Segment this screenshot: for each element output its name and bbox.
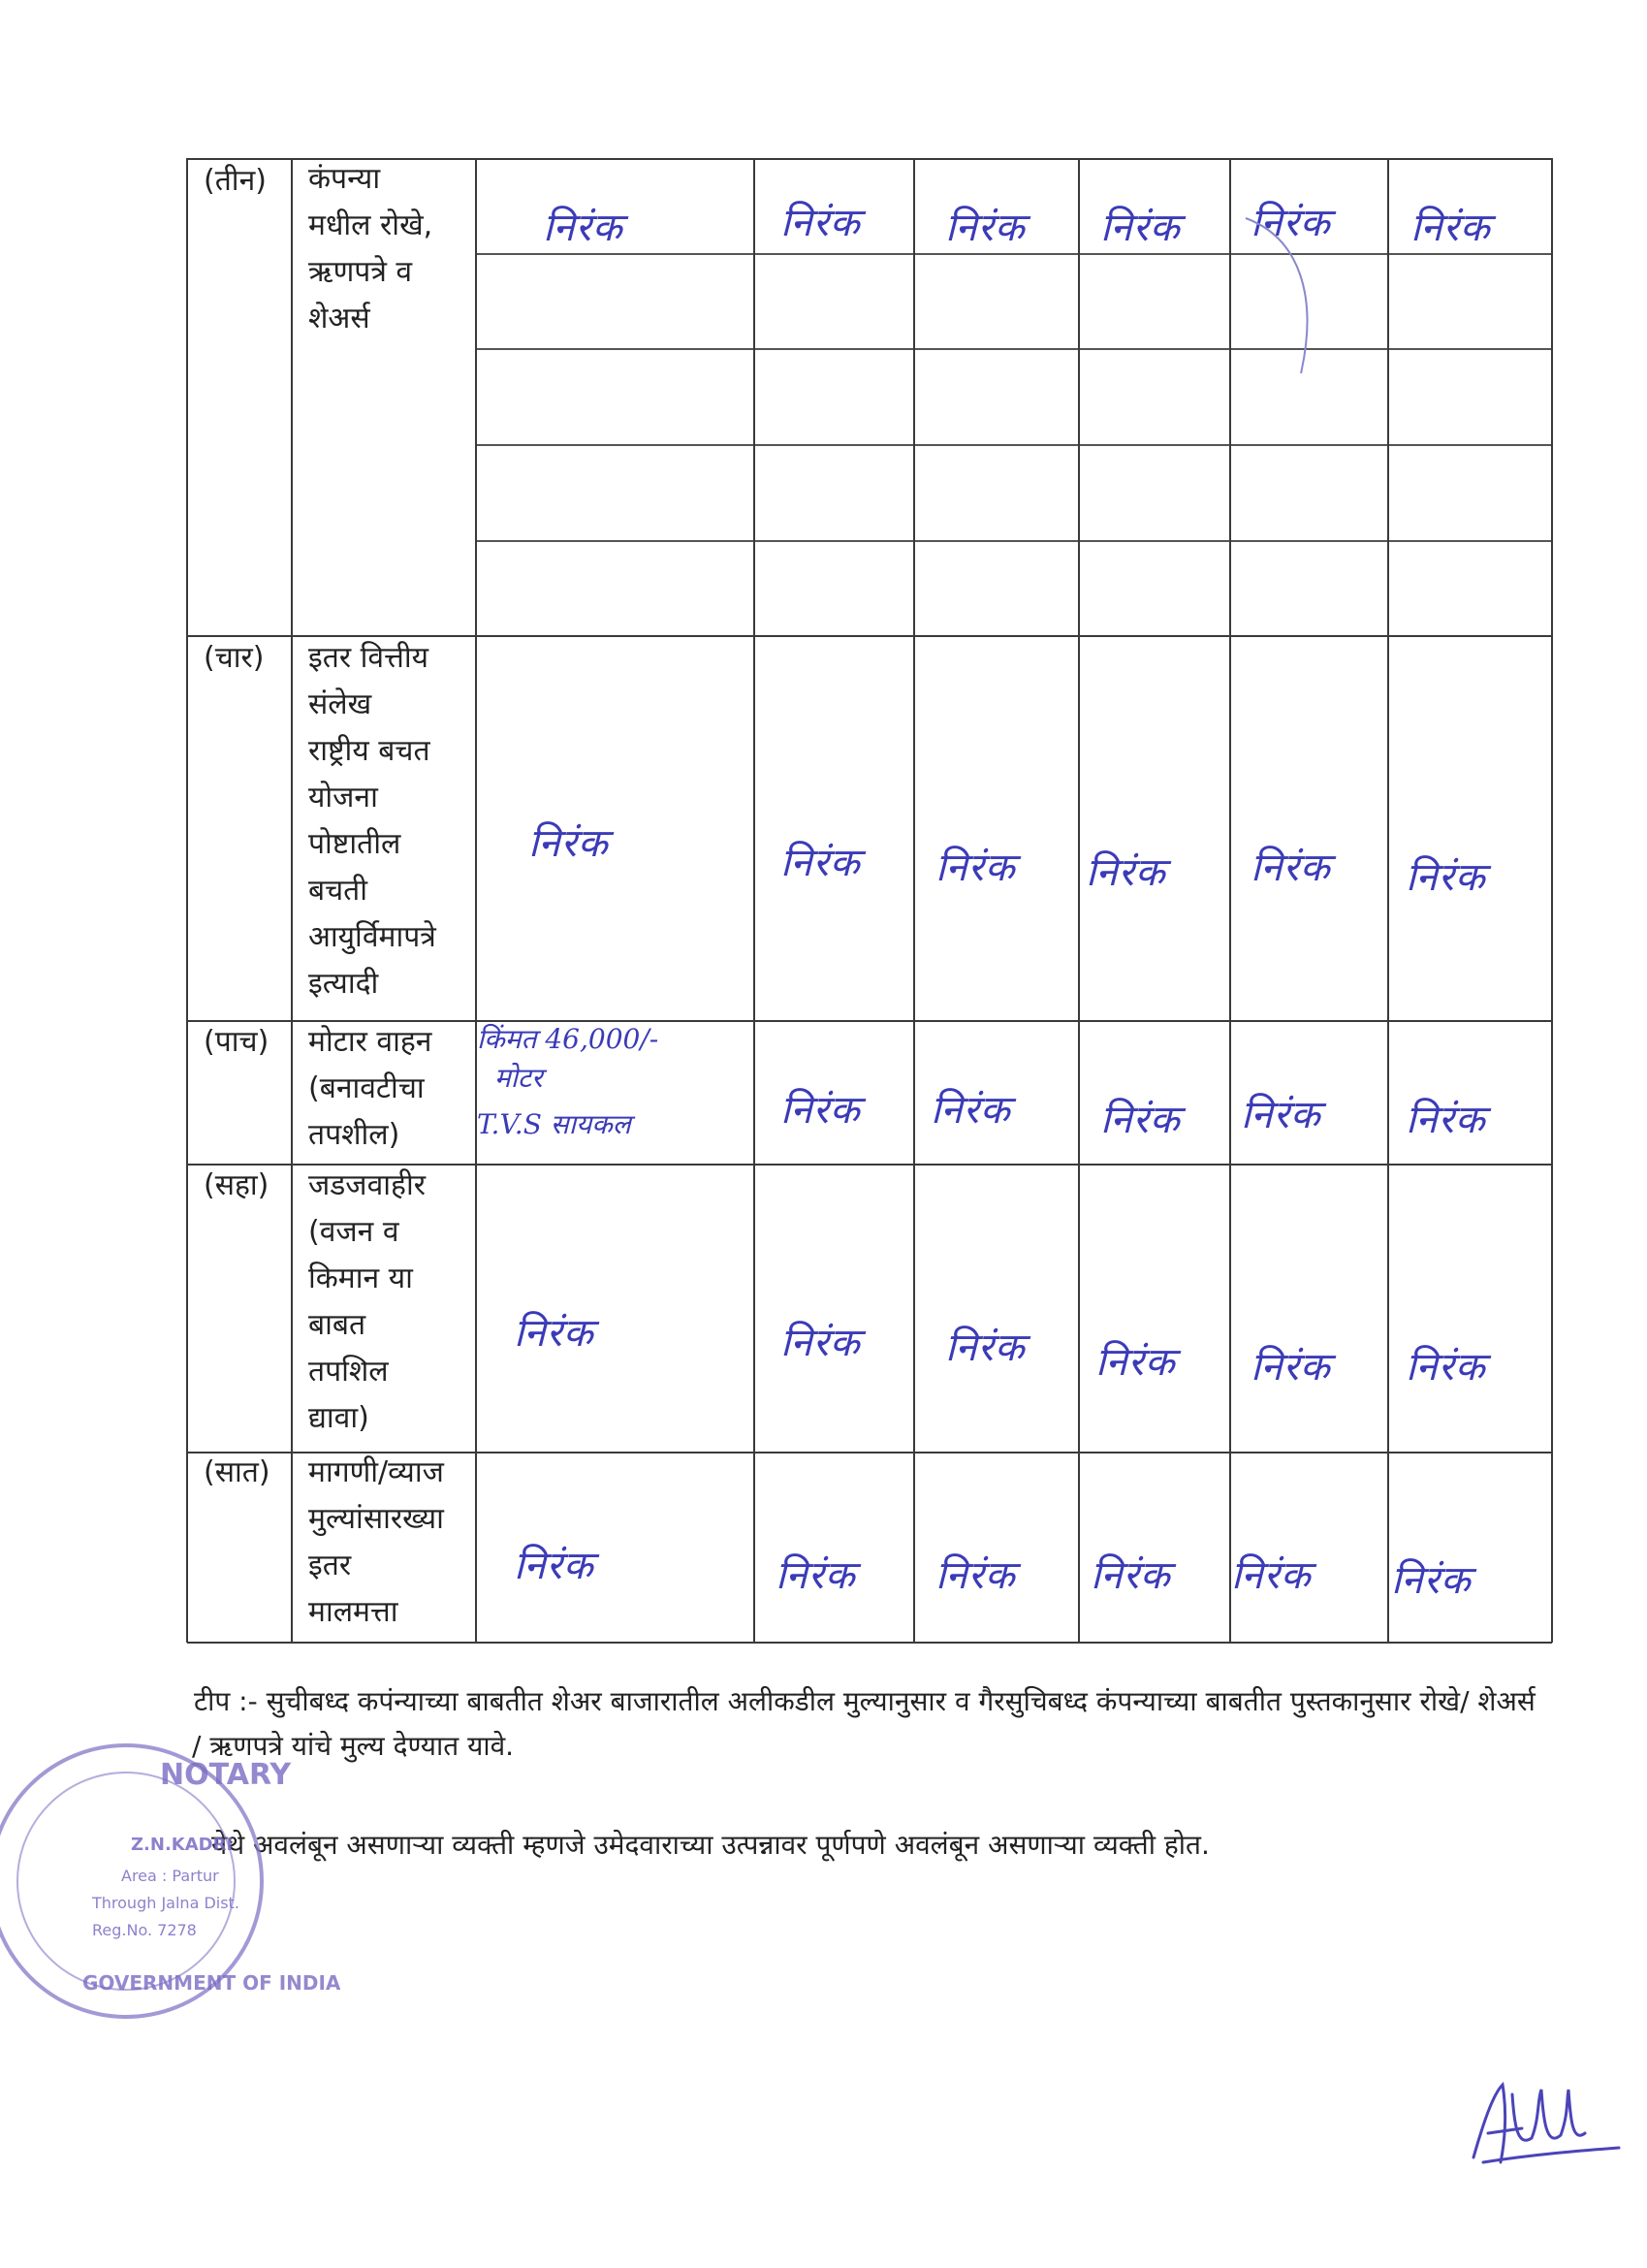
row-3-label-line: मधील रोखे, — [308, 208, 433, 242]
row-6-number: (सहा) — [204, 1168, 269, 1202]
handwritten-nil-entry: निरंक — [776, 1553, 856, 1598]
row-6-label-line: किमान या — [308, 1262, 413, 1295]
handwritten-nil-entry: निरंक — [780, 201, 861, 245]
handwritten-nil-entry: निरंक — [543, 206, 623, 250]
handwritten-nil-entry: निरंक — [1251, 846, 1331, 890]
row-7-label-line: मालमत्ता — [308, 1595, 398, 1629]
stamp-district-text: Through Jalna Dist. — [92, 1894, 239, 1912]
handwritten-nil-entry: निरंक — [514, 1544, 594, 1588]
row-6-label-line: बाबत — [308, 1308, 366, 1342]
handwritten-vehicle-model: T.V.S सायकल — [477, 1108, 631, 1140]
handwritten-nil-entry: निरंक — [1100, 206, 1181, 250]
row-6-label-line: (वजन व — [308, 1215, 399, 1249]
handwritten-nil-entry: निरंक — [1251, 1345, 1331, 1390]
handwritten-nil-entry: निरंक — [1406, 1345, 1486, 1390]
row-4-label-line: राष्ट्रीय बचत — [308, 734, 430, 768]
row-5-label-line: तपशील) — [308, 1118, 400, 1152]
row-7-label-line: मुल्यांसारख्या — [308, 1502, 444, 1536]
row-6-label-line: द्यावा) — [308, 1401, 369, 1435]
handwritten-nil-entry: निरंक — [935, 846, 1016, 890]
row-4-label-line: संलेख — [308, 687, 372, 721]
row-4-label-line: इतर वित्तीय — [308, 641, 428, 675]
signature — [1454, 2065, 1629, 2176]
handwritten-nil-entry: निरंक — [1091, 1553, 1171, 1598]
row-4-number: (चार) — [204, 641, 265, 675]
row-4-label-line: आयुर्विमापत्रे — [308, 920, 436, 954]
row-4-label-line: पोष्टातील — [308, 827, 401, 861]
notary-stamp — [82, 1736, 341, 2027]
handwritten-nil-entry: निरंक — [1086, 850, 1166, 895]
pen-stroke-mark — [1241, 208, 1338, 383]
handwritten-nil-entry: निरंक — [1391, 1558, 1472, 1603]
stamp-area-text: Area : Partur — [121, 1867, 219, 1885]
handwritten-nil-entry: निरंक — [931, 1088, 1011, 1133]
handwritten-nil-entry: निरंक — [935, 1553, 1016, 1598]
row-7-label-line: इतर — [308, 1549, 352, 1582]
row-5-label-line: मोटार वाहन — [308, 1025, 432, 1059]
handwritten-nil-entry: निरंक — [514, 1311, 594, 1356]
handwritten-nil-entry: निरंक — [1406, 1098, 1486, 1142]
handwritten-vehicle-price: किंमत 46,000/- — [477, 1023, 659, 1055]
handwritten-nil-entry: निरंक — [1231, 1553, 1312, 1598]
handwritten-nil-entry: निरंक — [528, 821, 609, 866]
handwritten-nil-entry: निरंक — [1406, 855, 1486, 900]
row-5-label-line: (बनावटीचा — [308, 1071, 425, 1105]
row-6-label-line: तपशिल — [308, 1355, 389, 1389]
handwritten-nil-entry: निरंक — [945, 1326, 1026, 1370]
footnote-dependents: येथे अवलंबून असणाऱ्या व्यक्ती म्हणजे उमेदवाराच्या उत्पन्नावर पूर्णपणे अवलंबून असणाऱ्या व्यक्ती होत. — [211, 1829, 1210, 1861]
row-5-number: (पाच) — [204, 1025, 269, 1059]
handwritten-nil-entry: निरंक — [1100, 1098, 1181, 1142]
row-3-number: (तीन) — [204, 164, 267, 198]
row-6-label-line: जडजवाहीर — [308, 1168, 426, 1202]
handwritten-nil-entry: निरंक — [1410, 206, 1491, 250]
row-4-label-line: योजना — [308, 781, 378, 815]
row-3-label-line: शेअर्स — [308, 302, 370, 335]
row-7-label-line: मागणी/व्याज — [308, 1455, 444, 1489]
stamp-title-text: NOTARY — [160, 1758, 292, 1792]
handwritten-vehicle-type: मोटर — [494, 1062, 543, 1094]
footnote-tip: टीप :- सुचीबध्द कपंन्याच्या बाबतीत शेअर बाजारातील अलीकडील मुल्यानुसार व गैरसुचिबध्द कंपन्याच्या बाबतीत पुस्तकानुसार रोखे/ शेअर्स / ऋणपत्रे यांचे मुल्य देण्यात यावे. — [192, 1685, 1536, 1762]
row-4-label-line: इत्यादी — [308, 967, 379, 1001]
row-7-number: (सात) — [204, 1455, 270, 1489]
handwritten-nil-entry: निरंक — [1251, 201, 1331, 245]
handwritten-nil-entry: निरंक — [1241, 1093, 1321, 1137]
row-4-label-line: बचती — [308, 874, 368, 908]
handwritten-nil-entry: निरंक — [780, 1321, 861, 1365]
handwritten-nil-entry: निरंक — [945, 206, 1026, 250]
handwritten-nil-entry: निरंक — [780, 841, 861, 885]
stamp-bottom-text: GOVERNMENT OF INDIA — [82, 1971, 341, 1995]
stamp-reg-text: Reg.No. 7278 — [92, 1921, 197, 1939]
row-3-label-line: ऋणपत्रे व — [308, 255, 413, 289]
handwritten-nil-entry: निरंक — [780, 1088, 861, 1133]
stamp-name-text: Z.N.KADRI — [131, 1835, 234, 1855]
row-3-label-line: कंपन्या — [308, 162, 381, 196]
handwritten-nil-entry: निरंक — [1095, 1340, 1176, 1385]
